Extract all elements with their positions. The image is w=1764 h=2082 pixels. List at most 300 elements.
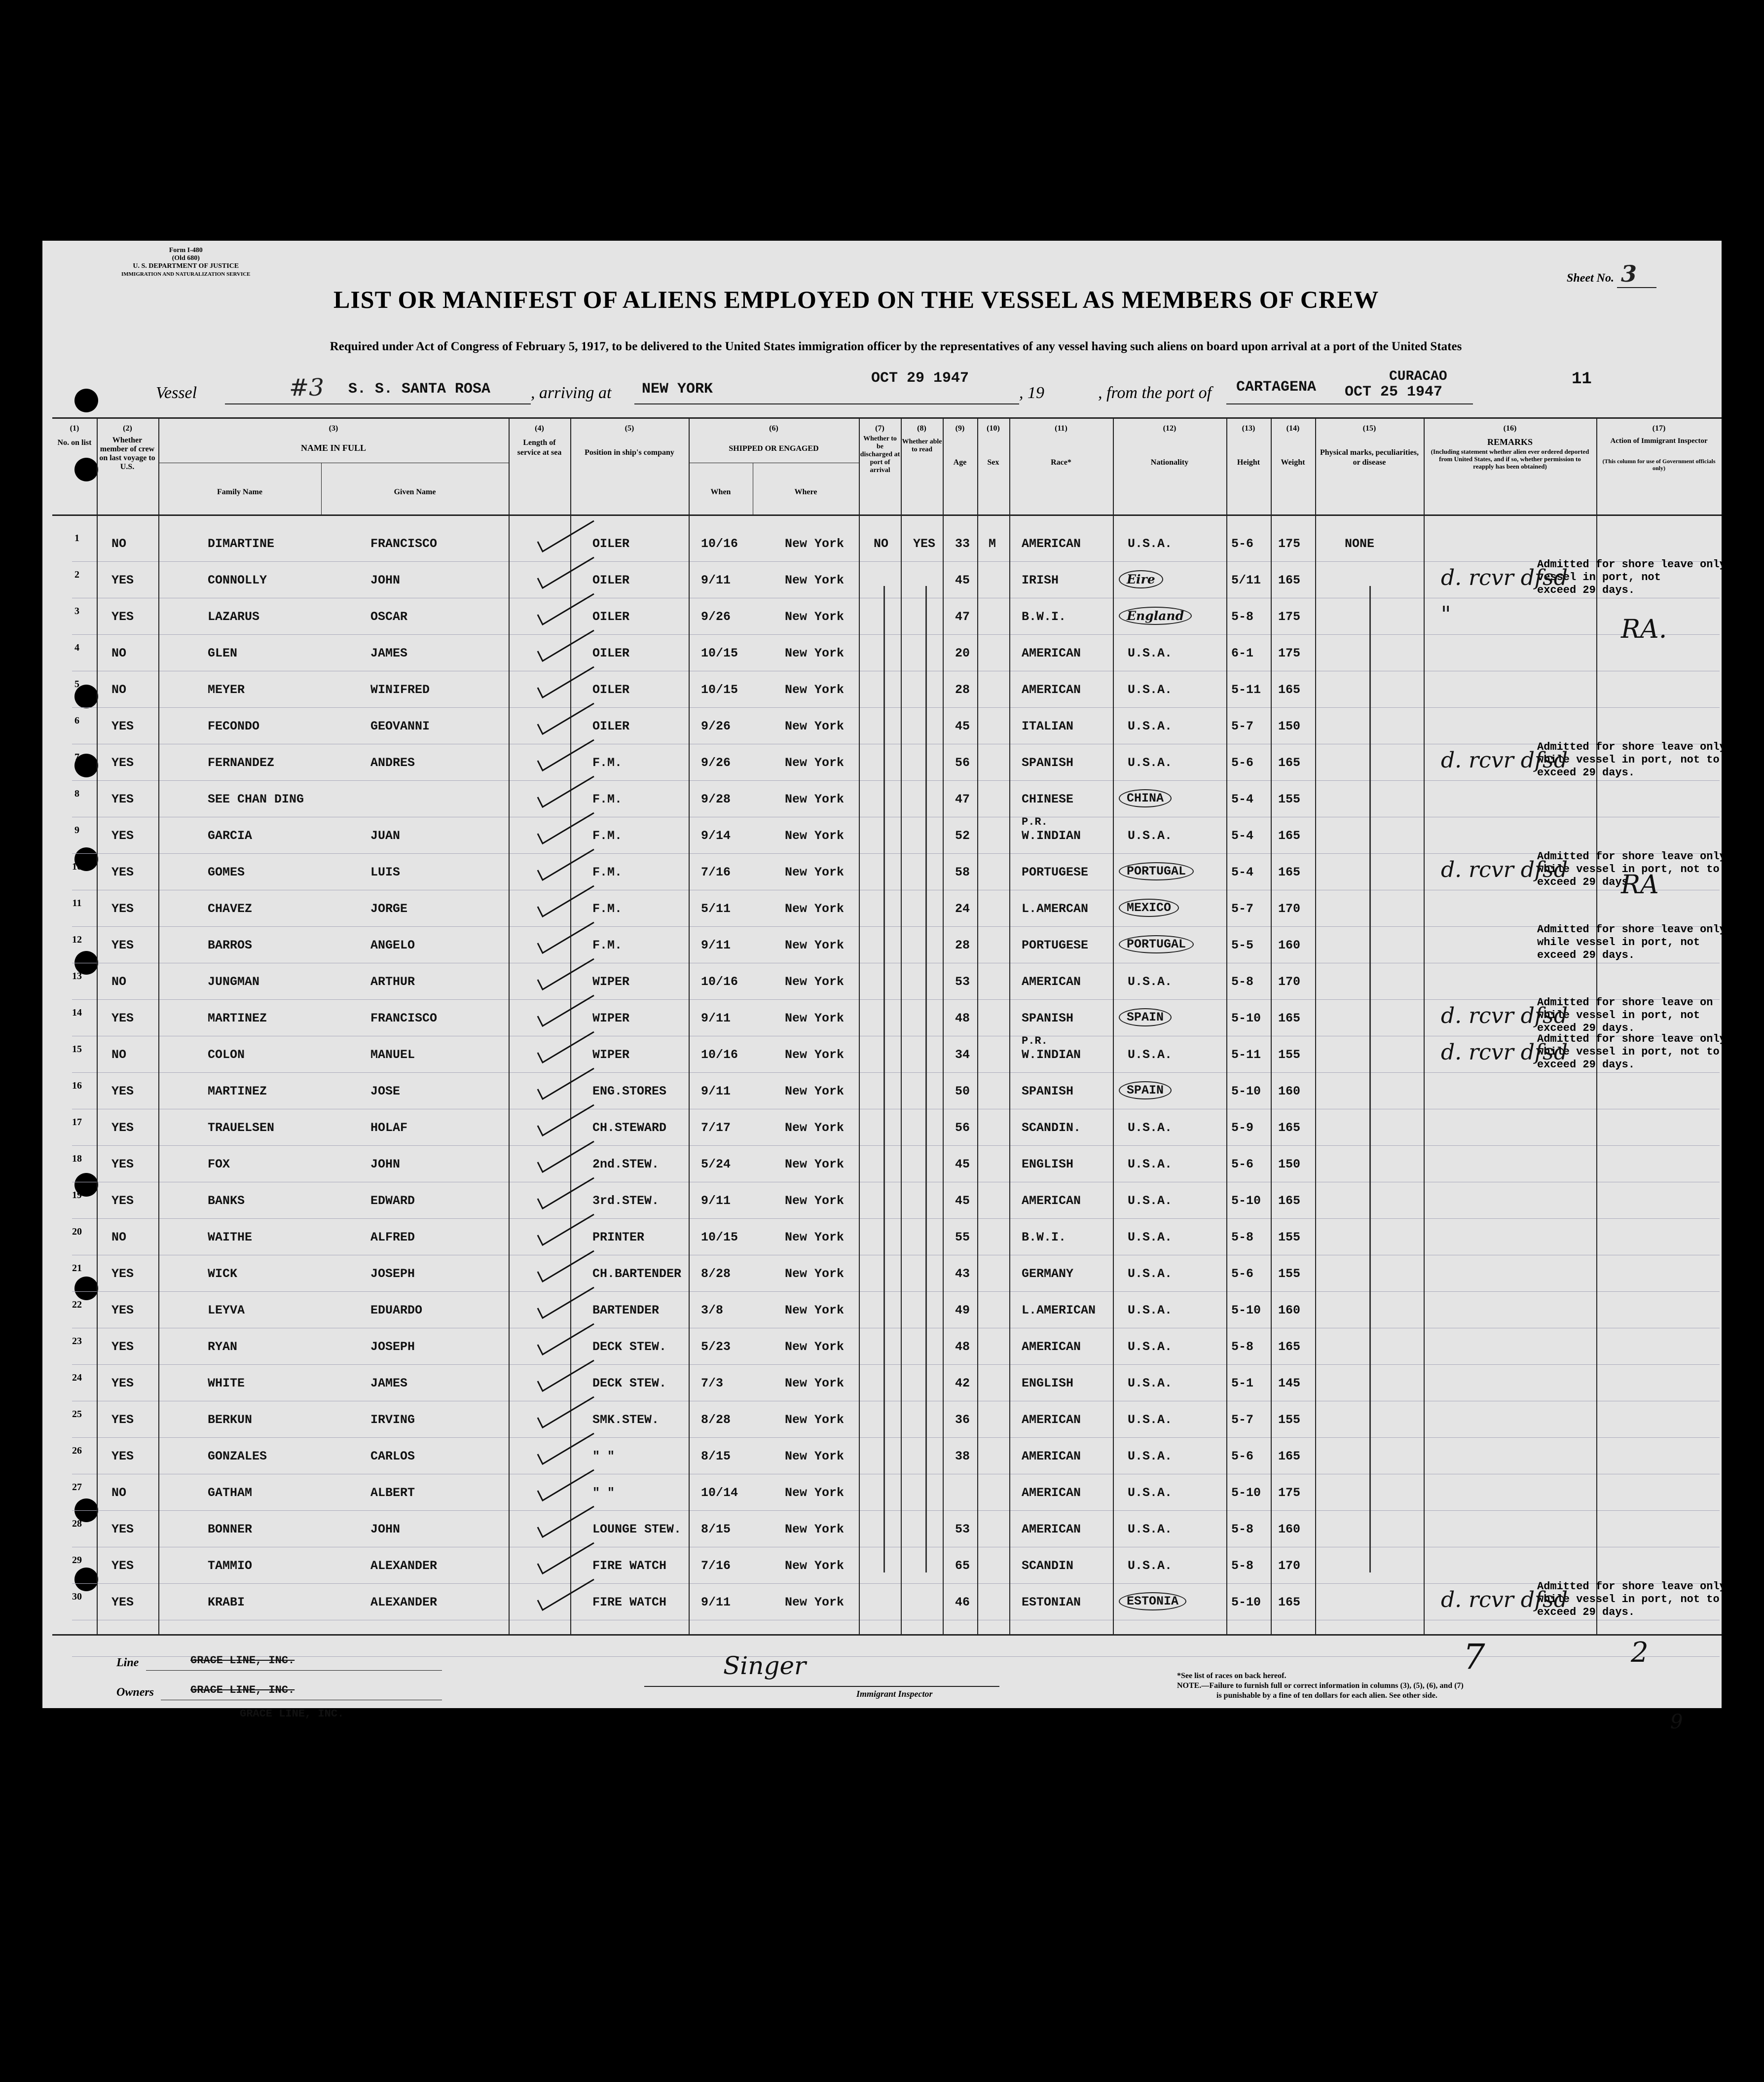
owners-label: Owners (116, 1686, 154, 1699)
cell-nationality: MEXICO (1119, 899, 1179, 917)
cell-crew: YES (111, 1376, 134, 1390)
cell-position: F.M. (592, 792, 623, 806)
cell-weight: 150 (1278, 719, 1301, 733)
cell-nationality: U.S.A. (1128, 829, 1173, 843)
col-15-num: (15) (1362, 424, 1376, 433)
cell-weight: 165 (1278, 1449, 1301, 1463)
cell-race: AMERICAN (1022, 537, 1081, 551)
cell-when: 5/24 (701, 1157, 731, 1171)
row-number: 1 (74, 533, 79, 544)
cell-age: 47 (955, 610, 970, 624)
cell-given: ALEXANDER (370, 1559, 438, 1573)
vessel-label: Vessel (156, 384, 197, 402)
cell-given: CARLOS (370, 1449, 415, 1463)
shore-leave-stamp (1537, 923, 1726, 962)
cell-weight: 155 (1278, 792, 1301, 806)
crew-count: 11 (1572, 370, 1592, 389)
cell-family: BERKUN (208, 1413, 253, 1427)
stamp-line: while vessel in port, not to (1537, 863, 1720, 876)
cell-given: JOSE (370, 1084, 401, 1098)
col-10-num: (10) (987, 424, 1000, 433)
col-17-label: Action of Immigrant Inspector (1610, 437, 1708, 445)
col-8-num: (8) (917, 424, 926, 433)
cell-age: 33 (955, 537, 970, 551)
check-mark-icon (536, 1067, 595, 1102)
cell-family: GLEN (208, 646, 238, 660)
cell-race: AMERICAN (1022, 1449, 1081, 1463)
check-mark-icon (536, 556, 595, 591)
cell-where: New York (785, 1340, 845, 1354)
col-11-num: (11) (1055, 424, 1067, 433)
cell-family: FECONDO (208, 719, 260, 733)
cell-marks: NONE (1345, 537, 1375, 551)
row-number: 27 (72, 1482, 82, 1493)
cell-weight: 165 (1278, 1121, 1301, 1135)
cell-given: GEOVANNI (370, 719, 430, 733)
cell-when: 9/26 (701, 610, 731, 624)
cell-sex: M (989, 537, 996, 551)
cell-weight: 165 (1278, 573, 1301, 587)
cell-family: GONZALES (208, 1449, 267, 1463)
cell-position: LOUNGE STEW. (592, 1522, 682, 1536)
cell-weight: 160 (1278, 938, 1301, 952)
cell-crew: YES (111, 756, 134, 770)
note-penalty: NOTE.—Failure to furnish full or correct information in columns (3), (5), (6), and (7) (1177, 1681, 1464, 1690)
stamp-line: exceed 29 days. (1537, 949, 1635, 961)
cell-nationality: ESTONIA (1119, 1592, 1186, 1610)
cell-race-prefix: P.R. (1022, 1035, 1048, 1047)
check-mark-icon (536, 739, 595, 773)
row-number: 5 (74, 679, 79, 690)
row-number: 19 (72, 1190, 82, 1201)
col-9-num: (9) (955, 424, 965, 433)
row-number: 20 (72, 1226, 82, 1237)
check-mark-icon (536, 921, 595, 956)
cell-age: 55 (955, 1230, 970, 1244)
cell-weight: 175 (1278, 537, 1301, 551)
check-mark-icon (536, 994, 595, 1029)
cell-when: 8/28 (701, 1267, 731, 1281)
cell-height: 5-5 (1231, 938, 1254, 952)
cell-nationality: PORTUGAL (1119, 862, 1194, 880)
cell-crew: YES (111, 1157, 134, 1171)
stamp-line: Admitted for shore leave only (1537, 923, 1726, 936)
row-number: 26 (72, 1445, 82, 1456)
cell-height: 5-1 (1231, 1376, 1254, 1390)
cell-family: MARTINEZ (208, 1011, 267, 1025)
cell-position: DECK STEW. (592, 1376, 667, 1390)
note-races: *See list of races on back hereof. (1177, 1672, 1286, 1680)
col-1-label: No. on list (57, 438, 92, 447)
cell-where: New York (785, 1230, 845, 1244)
cell-age: 58 (955, 865, 970, 879)
cell-crew: YES (111, 1559, 134, 1573)
cell-when: 10/16 (701, 1048, 738, 1062)
cell-age: 48 (955, 1340, 970, 1354)
cell-height: 5-7 (1231, 1413, 1254, 1427)
cell-where: New York (785, 829, 845, 843)
cell-race: AMERICAN (1022, 683, 1081, 697)
cell-when: 10/15 (701, 1230, 738, 1244)
cell-family: SEE CHAN DING (208, 792, 304, 806)
cell-crew: YES (111, 1449, 134, 1463)
cell-given: JAMES (370, 1376, 408, 1390)
agents-label: Local Agents (82, 1710, 146, 1722)
cell-where: New York (785, 1121, 845, 1135)
cell-given: JOHN (370, 1157, 401, 1171)
cell-nationality: PORTUGAL (1119, 935, 1194, 953)
cell-disch: NO (874, 537, 889, 551)
cell-age: 24 (955, 902, 970, 916)
cell-weight: 170 (1278, 975, 1301, 989)
cell-family: CONNOLLY (208, 573, 267, 587)
stamp-line: Admitted for shore leave only (1537, 558, 1726, 571)
check-mark-icon (536, 958, 595, 992)
col-11-label: Race* (1051, 458, 1071, 467)
cell-where: New York (785, 975, 845, 989)
cell-weight: 155 (1278, 1267, 1301, 1281)
cell-when: 8/28 (701, 1413, 731, 1427)
cell-position: OILER (592, 573, 630, 587)
ruled-line (72, 780, 1720, 781)
cell-weight: 165 (1278, 756, 1301, 770)
cell-race: AMERICAN (1022, 1413, 1081, 1427)
cell-height: 5-4 (1231, 865, 1254, 879)
col-13-num: (13) (1242, 424, 1255, 433)
check-mark-icon (536, 848, 595, 883)
col-7-num: (7) (875, 424, 884, 433)
cell-given: FRANCISCO (370, 1011, 438, 1025)
cell-weight: 165 (1278, 829, 1301, 843)
ruled-line (72, 707, 1720, 708)
col-3-family: Family Name (217, 488, 262, 496)
sheet-label: Sheet No. (1567, 272, 1614, 285)
hand-mark-2: 2 (1631, 1637, 1649, 1669)
cell-nationality: U.S.A. (1128, 1267, 1173, 1281)
cell-race: IRISH (1022, 573, 1059, 587)
cell-given: JOHN (370, 573, 401, 587)
row-number: 7 (74, 752, 79, 763)
cell-height: 5-6 (1231, 1157, 1254, 1171)
cell-weight: 160 (1278, 1522, 1301, 1536)
cell-crew: YES (111, 938, 134, 952)
cell-position: WIPER (592, 1048, 630, 1062)
cell-family: LAZARUS (208, 610, 260, 624)
cell-height: 5-10 (1231, 1486, 1261, 1500)
col-14-label: Weight (1281, 458, 1305, 467)
ruled-line (72, 1510, 1720, 1511)
ruled-line (72, 1437, 1720, 1438)
cell-height: 5-10 (1231, 1595, 1261, 1609)
cell-where: New York (785, 1267, 845, 1281)
cell-when: 9/11 (701, 1011, 731, 1025)
vessel-mark: #3 (289, 374, 324, 402)
cell-nationality: U.S.A. (1128, 1449, 1173, 1463)
cell-height: 5-6 (1231, 1267, 1254, 1281)
check-mark-icon (536, 1432, 595, 1467)
cell-family: WHITE (208, 1376, 245, 1390)
handwritten-remark: d. rcvr dfsd (1441, 1587, 1568, 1612)
ditto-line-marks (1369, 586, 1371, 1572)
col-4-num: (4) (535, 424, 544, 433)
cell-age: 34 (955, 1048, 970, 1062)
cell-crew: YES (111, 573, 134, 587)
ruled-line (72, 1145, 1720, 1146)
cell-crew: YES (111, 1413, 134, 1427)
cell-height: 5-6 (1231, 537, 1254, 551)
inspector-label: Immigrant Inspector (856, 1689, 933, 1699)
stamp-line: exceed 29 days. (1537, 1022, 1635, 1034)
cell-crew: NO (111, 683, 127, 697)
ruled-line (72, 926, 1720, 927)
cell-position: CH.STEWARD (592, 1121, 667, 1135)
cell-age: 20 (955, 646, 970, 660)
cell-nationality: CHINA (1119, 789, 1172, 807)
handwritten-remark: d. rcvr dfsd (1441, 748, 1568, 773)
cell-position: OILER (592, 610, 630, 624)
cell-height: 5-11 (1231, 683, 1261, 697)
cell-position: " " (592, 1449, 615, 1463)
row-number: 24 (72, 1372, 82, 1383)
cell-position: OILER (592, 719, 630, 733)
cell-where: New York (785, 610, 845, 624)
col-17-num: (17) (1652, 424, 1666, 433)
cell-given: ARTHUR (370, 975, 415, 989)
cell-where: New York (785, 938, 845, 952)
cell-when: 9/11 (701, 938, 731, 952)
cell-nationality: U.S.A. (1128, 1376, 1173, 1390)
check-mark-icon (536, 1140, 595, 1175)
cell-where: New York (785, 1449, 845, 1463)
cell-read: YES (913, 537, 936, 551)
cell-where: New York (785, 1522, 845, 1536)
check-mark-icon (536, 629, 595, 664)
handwritten-remark: d. rcvr dfsd (1441, 1003, 1568, 1028)
cell-height: 5-10 (1231, 1084, 1261, 1098)
row-number: 3 (74, 606, 79, 617)
cell-age: 48 (955, 1011, 970, 1025)
cell-position: 3rd.STEW. (592, 1194, 660, 1208)
owners-value: GRACE LINE, INC. (190, 1684, 295, 1696)
cell-age: 65 (955, 1559, 970, 1573)
stamp-line: Admitted for shore leave only (1537, 850, 1726, 863)
cell-weight: 155 (1278, 1048, 1301, 1062)
cell-where: New York (785, 792, 845, 806)
cell-position: F.M. (592, 756, 623, 770)
cell-race: ENGLISH (1022, 1157, 1074, 1171)
arriving-label: , arriving at (531, 384, 612, 402)
col-6-when: When (710, 488, 731, 496)
cell-race: CHINESE (1022, 792, 1074, 806)
cell-family: GATHAM (208, 1486, 253, 1500)
cell-weight: 165 (1278, 865, 1301, 879)
cell-nationality: U.S.A. (1128, 537, 1173, 551)
cell-crew: NO (111, 646, 127, 660)
check-mark-icon (536, 1469, 595, 1503)
cell-race: W.INDIAN (1022, 1048, 1081, 1062)
cell-crew: NO (111, 975, 127, 989)
cell-crew: YES (111, 902, 134, 916)
cell-given: JORGE (370, 902, 408, 916)
cell-race: SPANISH (1022, 1011, 1074, 1025)
cell-height: 5-8 (1231, 1559, 1254, 1573)
cell-when: 7/16 (701, 1559, 731, 1573)
cell-weight: 155 (1278, 1413, 1301, 1427)
cell-when: 9/11 (701, 1084, 731, 1098)
agents-value: GRACE LINE, INC. (240, 1708, 344, 1720)
cell-position: DECK STEW. (592, 1340, 667, 1354)
cell-nationality: U.S.A. (1128, 1522, 1173, 1536)
cell-crew: NO (111, 1048, 127, 1062)
cell-crew: YES (111, 1340, 134, 1354)
cell-when: 7/16 (701, 865, 731, 879)
check-mark-icon (536, 1031, 595, 1065)
cell-weight: 150 (1278, 1157, 1301, 1171)
cell-crew: YES (111, 1522, 134, 1536)
cell-given: ANGELO (370, 938, 415, 952)
cell-where: New York (785, 1376, 845, 1390)
cell-height: 5-4 (1231, 792, 1254, 806)
cell-height: 5-11 (1231, 1048, 1261, 1062)
ruled-line (72, 634, 1720, 635)
cell-weight: 165 (1278, 1194, 1301, 1208)
note-penalty-2: is punishable by a fine of ten dollars for each alien. See other side. (1216, 1691, 1437, 1700)
cell-race: PORTUGESE (1022, 865, 1089, 879)
row-number: 4 (74, 642, 79, 653)
col-9-label: Age (953, 458, 967, 467)
cell-crew: YES (111, 1194, 134, 1208)
cell-where: New York (785, 865, 845, 879)
cell-given: IRVING (370, 1413, 415, 1427)
cell-family: BONNER (208, 1522, 253, 1536)
ditto-line-discharge (883, 586, 885, 1572)
cell-race: SCANDIN (1022, 1559, 1074, 1573)
handwritten-remark: " (1441, 602, 1451, 627)
cell-height: 5-10 (1231, 1011, 1261, 1025)
cell-family: RYAN (208, 1340, 238, 1354)
stamp-line: exceed 29 days. (1537, 876, 1635, 888)
cell-position: WIPER (592, 1011, 630, 1025)
handwritten-remark: d. rcvr dfsd (1441, 1040, 1568, 1065)
cell-height: 5-6 (1231, 1449, 1254, 1463)
cell-given: ALFRED (370, 1230, 415, 1244)
cell-weight: 165 (1278, 1595, 1301, 1609)
cell-where: New York (785, 646, 845, 660)
col-1-num: (1) (70, 424, 79, 433)
cell-crew: NO (111, 537, 127, 551)
check-mark-icon (536, 775, 595, 810)
cell-when: 9/14 (701, 829, 731, 843)
col-10-label: Sex (987, 458, 999, 467)
cell-family: WAITHE (208, 1230, 253, 1244)
cell-nationality: U.S.A. (1128, 1048, 1173, 1062)
ruled-line (72, 561, 1720, 562)
cell-crew: YES (111, 1595, 134, 1609)
cell-where: New York (785, 1595, 845, 1609)
handwritten-remark: d. rcvr dfsd (1441, 565, 1568, 590)
check-mark-icon (536, 666, 595, 700)
cell-age: 28 (955, 938, 970, 952)
cell-position: FIRE WATCH (592, 1595, 667, 1609)
cell-race: L.AMERICAN (1022, 1303, 1096, 1317)
form-number: Form I-480 (169, 247, 203, 254)
cell-height: 5-8 (1231, 975, 1254, 989)
cell-family: FERNANDEZ (208, 756, 275, 770)
cell-nationality: U.S.A. (1128, 1559, 1173, 1573)
cell-given: ALBERT (370, 1486, 415, 1500)
cell-when: 9/26 (701, 756, 731, 770)
cell-given: ALEXANDER (370, 1595, 438, 1609)
cell-nationality: U.S.A. (1128, 1230, 1173, 1244)
cell-where: New York (785, 683, 845, 697)
cell-race: B.W.I. (1022, 610, 1066, 624)
row-number: 13 (72, 971, 82, 982)
col-6-label: SHIPPED OR ENGAGED (729, 444, 819, 453)
cell-height: 5-7 (1231, 719, 1254, 733)
cell-height: 6-1 (1231, 646, 1254, 660)
row-number: 23 (72, 1336, 82, 1347)
cell-race: ESTONIAN (1022, 1595, 1081, 1609)
cell-race: ENGLISH (1022, 1376, 1074, 1390)
cell-family: CHAVEZ (208, 902, 253, 916)
cell-height: 5-9 (1231, 1121, 1254, 1135)
col-3-num: (3) (329, 424, 338, 433)
col-12-num: (12) (1163, 424, 1176, 433)
from-port: CARTAGENA (1236, 379, 1317, 396)
hand-mark-7: 7 (1463, 1637, 1485, 1677)
cell-when: 10/15 (701, 683, 738, 697)
form-dept: U. S. DEPARTMENT OF JUSTICE (133, 262, 239, 270)
col-5-label: Position in ship's company (585, 448, 674, 457)
stamp-line: Admitted for shore leave on (1537, 996, 1713, 1009)
cell-where: New York (785, 1559, 845, 1573)
row-number: 14 (72, 1007, 82, 1018)
cell-where: New York (785, 1486, 845, 1500)
cell-weight: 165 (1278, 1011, 1301, 1025)
col-2-num: (2) (123, 424, 132, 433)
cell-race: SPANISH (1022, 1084, 1074, 1098)
check-mark-icon (536, 1177, 595, 1211)
cell-race: SCANDIN. (1022, 1121, 1081, 1135)
row-number: 6 (74, 715, 79, 726)
cell-position: OILER (592, 646, 630, 660)
cell-nationality: U.S.A. (1128, 719, 1173, 733)
ruled-line (72, 999, 1720, 1000)
col-2-label: Whether member of crew on last voyage to U.S. (99, 436, 155, 471)
cell-weight: 165 (1278, 1340, 1301, 1354)
cell-when: 3/8 (701, 1303, 724, 1317)
cell-age: 43 (955, 1267, 970, 1281)
form-old: (Old 680) (172, 255, 200, 262)
cell-height: 5-8 (1231, 1230, 1254, 1244)
cell-age: 56 (955, 756, 970, 770)
year-label: , 19 (1019, 384, 1044, 402)
cell-crew: YES (111, 610, 134, 624)
cell-crew: YES (111, 1084, 134, 1098)
cell-height: 5-8 (1231, 610, 1254, 624)
cell-when: 9/11 (701, 573, 731, 587)
cell-nationality: U.S.A. (1128, 756, 1173, 770)
cell-nationality: U.S.A. (1128, 1303, 1173, 1317)
cell-family: JUNGMAN (208, 975, 260, 989)
cell-position: ENG.STORES (592, 1084, 667, 1098)
cell-family: MEYER (208, 683, 245, 697)
cell-age: 46 (955, 1595, 970, 1609)
col-5-num: (5) (625, 424, 634, 433)
row-number: 17 (72, 1117, 82, 1128)
cell-weight: 170 (1278, 902, 1301, 916)
check-mark-icon (536, 885, 595, 919)
